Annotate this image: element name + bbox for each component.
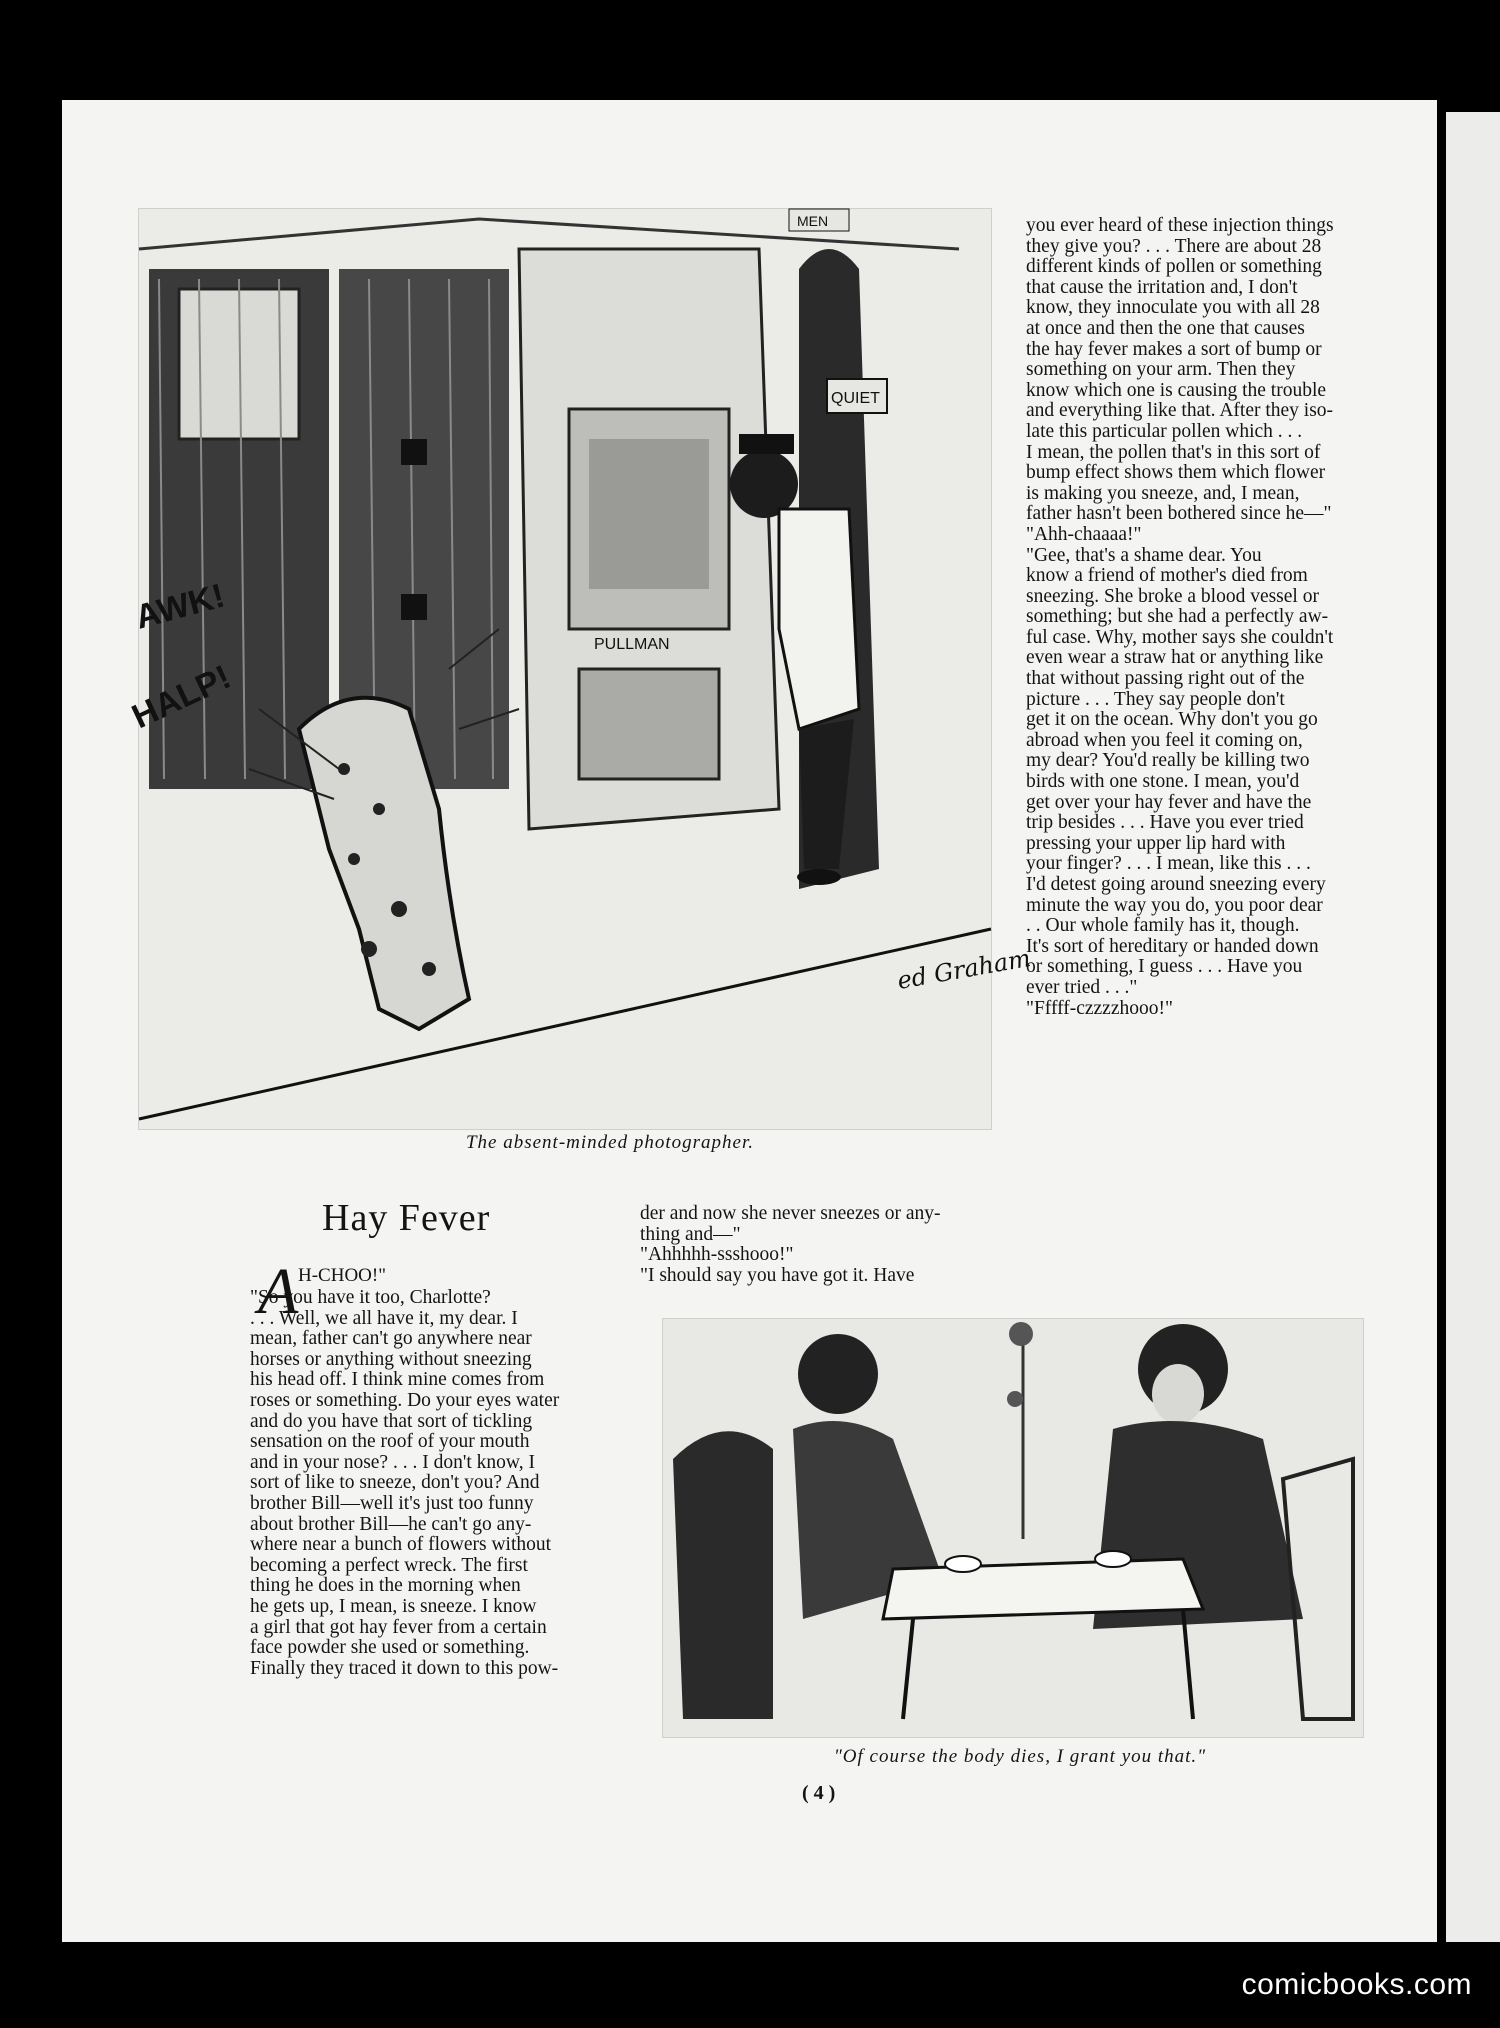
drop-cap: A [258, 1255, 299, 1328]
awk-exclamation: AWK! [131, 576, 229, 637]
caption-bottom-cartoon: "Of course the body dies, I grant you that." [833, 1746, 1207, 1767]
cartoon-sleeper-car-drawing [126, 209, 1033, 1129]
facing-page-edge [1446, 112, 1500, 1942]
cartoon-sleeper-car [126, 208, 1033, 1130]
article-title: Hay Fever [322, 1197, 491, 1239]
artist-signature: ed Graham [895, 943, 1033, 995]
article-column-3: you ever heard of these injection things they give you? . . . There are about 28 different kinds of pollen or something that cause the irritation and, I don't know, they innoculate you with all 28 at once and then the one that causes the hay fever makes a sort of bump or something on your arm. Then they know which one is causing the trouble and everything like that. After they iso- late this particular pollen which . . . I mean, the pollen that's in this sort of bump effect shows them which flower is making you sneeze, and, I mean, father hasn't been bothered since he—" "Ahh-chaaaa!" "Gee, that's a shame dear. You know a friend of mother's died from sneezing. She broke a blood vessel or something; but she had a perfectly aw- ful case. Why, mother says she couldn't even wear a straw hat or anything like that without passing right out of the picture . . . They say people don't get it on the ocean. Why don't you go abroad when you feel it coming on, my dear? You'd really be killing two birds with one stone. I mean, you'd get over your hay fever and have the trip besides . . . Have you ever tried pressing your upper lip hard with your finger? . . . I mean, like this . . . I'd detest going around sneezing every minute the way you do, you poor dear . . Our whole family has it, though. It's sort of hereditary or handed down or something, I guess . . . Have you ever tried . . ." "Fffff-czzzzhooo!" [1026, 215, 1334, 1019]
quiet-sign: QUIET [831, 390, 880, 407]
halp-exclamation: HALP! [126, 657, 237, 737]
cartoon-tea-table [662, 1318, 1364, 1738]
article-column-1-opening: H-CHOO!" [298, 1265, 386, 1286]
cartoon-tea-table-drawing [663, 1319, 1363, 1737]
article-column-1: "So you have it too, Charlotte? . . . Well, we all have it, my dear. I mean, father can't go anywhere near horses or anything without sneezing his head off. I think mine comes from roses or something. Do your eyes water and do you have that sort of tickling sensation on the roof of your mouth and in your nose? . . . I don't know, I sort of like to sneeze, don't you? And brother Bill—well it's just too funny about brother Bill—he can't go any- where near a bunch of flowers without becoming a perfect wreck. The first thing he does in the morning when he gets up, I mean, is sneeze. I know a girl that got hay fever from a certain face powder she used or something. Finally they traced it down to this pow- [250, 1287, 560, 1679]
men-sign: MEN [797, 213, 829, 229]
article-column-2: der and now she never sneezes or any- thing and—" "Ahhhhh-ssshooo!" "I should say you have got it. Have [640, 1203, 941, 1286]
pullman-sign: PULLMAN [594, 636, 670, 653]
page-number: ( 4 ) [802, 1782, 836, 1804]
caption-top-cartoon: The absent-minded photographer. [465, 1132, 754, 1153]
watermark: comicbooks.com [1241, 1968, 1472, 2001]
